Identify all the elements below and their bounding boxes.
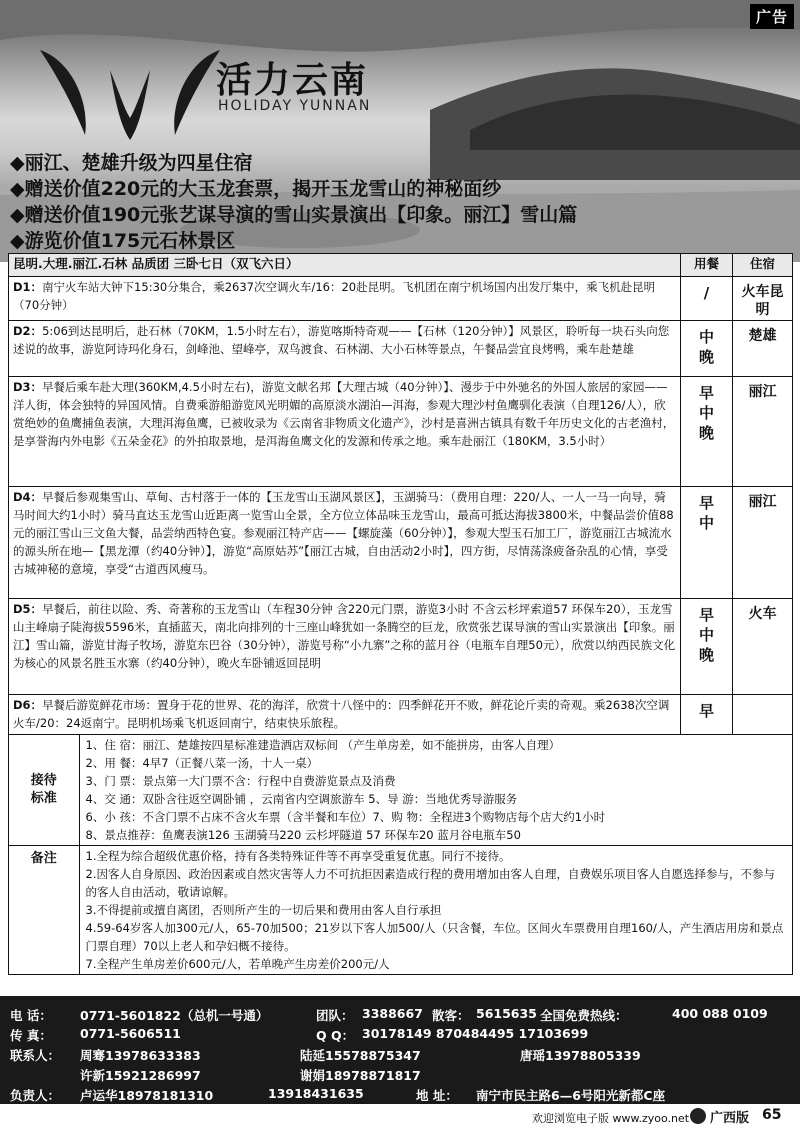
highlight-3: ◆赠送价值190元张艺谋导演的雪山实景演出【印象。丽江】雪山篇 [10, 204, 578, 226]
contact-person: 许新15921286997 [80, 1068, 201, 1083]
day-label: D4： [13, 490, 43, 504]
day-text: 早餐后，前往以险、秀、奇著称的玉龙雪山（车程30分钟 含220元门票，游览3小时 不含云杉坪索道57 环保车20），玉龙雪山主峰扇子陡海拔5596米，直插蓝天，南北向排列的十三座山峰犹如一条腾空的巨龙，欣赏张艺谋导演的雪山实景演出【印象。丽江】雪山篇，游览甘海子牧场，游览东巴谷（30分钟），游览号称“小九寨”之称的蓝月谷（电瓶车自理50元），欣赏以纳西民族文化为核心的风景名胜玉水寨（约40分钟），晚火车卧铺返回昆明 [13, 602, 676, 670]
day-row [9, 321, 793, 377]
day-stay: 火车 [733, 599, 793, 695]
website-link[interactable]: 欢迎浏览电子版 www.zyoo.net [532, 1112, 690, 1125]
qq-numbers: 30178149 870484495 17103699 [362, 1026, 589, 1041]
manager-label: 负责人： [10, 1088, 61, 1103]
edition-badge-icon [690, 1108, 706, 1124]
day-row [9, 695, 793, 735]
day-meal: 中 晚 [681, 321, 733, 377]
day-label: D1： [13, 280, 43, 294]
day-text: 早餐后乘车赴大理(360KM,4.5小时左右)，游览文献名邦【大理古城（40分钟）】、漫步于中外驰名的外国人旅居的家园——洋人街，体会独特的异国风情。自费乘游船游览风光明媚的高原淡水湖泊—洱海，参观大理沙村鱼鹰驯化表演（自理126/人），欣赏绝妙的鱼鹰捕鱼表演，大理洱海鱼鹰，已被收录为《云南省非物质文化遗产》，沙村是喜洲古镇具有数千年历史文化的古老渔村，是享誉海内外电影《五朵金花》的外拍取景地，是洱海鱼鹰文化的发源和传承之地。乘车赴丽江（180KM，3.5小时） [13, 380, 675, 448]
day-meal: 早 中 [681, 487, 733, 599]
tour-title: 昆明.大理.丽江.石林 品质团 三卧七日（双飞六日） [9, 254, 681, 277]
day-label: D6： [13, 698, 43, 712]
day-label: D5： [13, 602, 43, 616]
group-label: 团队： [316, 1008, 354, 1023]
day-text: 早餐后游览鲜花市场：置身于花的世界、花的海洋，欣赏十八怪中的：四季鲜花开不败，鲜花论斤卖的奇观。乘2638次空调火车/20：24返南宁。昆明机场乘飞机返回南宁，结束快乐旅程。 [13, 698, 670, 730]
day-desc [9, 277, 681, 321]
day-row [9, 599, 793, 695]
day-row [9, 377, 793, 487]
address: 南宁市民主路6—6号阳光新都C座 [476, 1088, 666, 1103]
day-desc [9, 321, 681, 377]
day-stay: 丽江 [733, 487, 793, 599]
page-footer [0, 1104, 800, 1129]
address-label: 地 址： [416, 1088, 458, 1103]
note-item: 2.因客人自身原因、政治因素或自然灾害等人力不可抗拒因素造成行程的费用增加由客人自理，自费娱乐项目客人自愿选择参与，不参与的客人自由活动，敬请谅解。 [85, 867, 775, 899]
contact-person: 谢娟18978871817 [300, 1068, 421, 1083]
ad-label: 广告 [750, 4, 794, 29]
day-text: 早餐后参观集雪山、草甸、古村落于一体的【玉龙雪山玉湖风景区】，玉湖骑马：（费用自理：220/人、一人一马一向导，骑马时间大约1小时）骑马直达玉龙雪山近距离一览雪山全景，全方位立体品味玉龙雪山，最高可抵达海拔3800米，中餐品尝价值88元的丽江雪山三文鱼大餐，品尝纳西特色宴。参观丽江特产店——【螺旋藻（60分钟）】，参观大型玉石加工厂，游览丽江古城流水的源头所在地—【黑龙潭（约40分钟）】，游览“高原姑苏”【丽江古城，自由活动2小时】，四方街，尽情荡涤疲备杂乱的心情，享受古城神秘的意境，享受“古道西风瘦马。 [13, 490, 674, 576]
service-item: 3、门 票：景点第一大门票不含：行程中自费游览景点及消费 [85, 774, 396, 788]
fax-label: 传 真： [10, 1028, 52, 1043]
day-label: D2： [13, 324, 43, 338]
phone-number: 0771-5601822（总机一号通） [80, 1008, 269, 1023]
retail-number: 5615635 [476, 1006, 537, 1021]
day-meal: 早 [681, 695, 733, 735]
service-table [9, 735, 792, 845]
logo-icon [30, 40, 230, 160]
service-item: 1、住 宿：丽江、楚雄按四星标准建造酒店双标间 （产生单房差，如不能拼房，由客人自理） [85, 738, 561, 752]
page-number: 65 [762, 1107, 782, 1123]
service-label: 接待 标准 [9, 735, 79, 845]
manager-phone: 卢运华18978181310 [80, 1088, 214, 1103]
highlight-4: ◆游览价值175元石林景区 [10, 230, 236, 252]
fax-number: 0771-5606511 [80, 1026, 181, 1041]
day-meal: / [681, 277, 733, 321]
highlight-2: ◆赠送价值220元的大玉龙套票，揭开玉龙雪山的神秘面纱 [10, 178, 502, 200]
day-row [9, 487, 793, 599]
qq-label: Q Q： [316, 1028, 355, 1043]
service-item: 2、用 餐：4早7（正餐八菜一汤，十人一桌） [85, 756, 319, 770]
service-row [9, 735, 793, 846]
day-text: 5:06到达昆明后，赴石林（70KM，1.5小时左右），游览喀斯特奇观——【石林（120分钟）】风景区，聆听每一块石头向您述说的故事，游览阿诗玛化身石，剑峰池、望峰亭，双鸟渡食、石林湖、大小石林等景点，午餐品尝宜良烤鸭，乘车赴楚雄 [13, 324, 670, 356]
retail-label: 散客： [432, 1008, 470, 1023]
day-label: D3： [13, 380, 43, 394]
contact-person: 唐瑶13978805339 [520, 1048, 641, 1063]
highlight-1: ◆丽江、楚雄升级为四星住宿 [10, 152, 253, 174]
day-desc [9, 487, 681, 599]
brand-name-cn: 活力云南 [216, 60, 369, 101]
day-desc [9, 599, 681, 695]
group-number: 3388667 [362, 1006, 423, 1021]
notes-label: 备注 [9, 846, 79, 974]
note-item: 7.全程产生单房差价600元/人，若单晚产生房差价200元/人 [85, 957, 390, 971]
contacts-label: 联系人： [10, 1048, 61, 1063]
notes-list [79, 846, 792, 974]
day-desc [9, 377, 681, 487]
stay-header: 住宿 [733, 254, 793, 277]
day-stay: 火车昆明 [733, 277, 793, 321]
day-meal: 早 中 晚 [681, 377, 733, 487]
brand-name-en: HOLIDAY YUNNAN [218, 98, 372, 114]
service-item: 6、小 孩：不含门票不占床不含火车票（含半餐和车位）7、购 物：全程进3个购物店每个店大约1小时 [85, 810, 606, 824]
meal-header: 用餐 [681, 254, 733, 277]
day-meal: 早 中 晚 [681, 599, 733, 695]
day-row [9, 277, 793, 321]
contact-person: 周骞13978633383 [80, 1048, 201, 1063]
service-item: 4、交 通：双卧含往返空调卧铺 ，云南省内空调旅游车 5、导 游：当地优秀导游服务 [85, 792, 518, 806]
notes-table [9, 846, 792, 974]
phone-label: 电 话： [10, 1008, 52, 1023]
notes-row [9, 846, 793, 975]
service-item: 8、景点推荐：鱼鹰表演126 玉湖骑马220 云杉坪隧道 57 环保车20 蓝月谷电瓶车50 [85, 828, 521, 842]
note-item: 3.不得提前或擅自离团，否则所产生的一切后果和费用由客人自行承担 [85, 903, 442, 917]
contact-footer [0, 996, 800, 1104]
contact-person: 陆延15578875347 [300, 1048, 421, 1063]
day-desc [9, 695, 681, 735]
day-stay: 丽江 [733, 377, 793, 487]
day-stay [733, 695, 793, 735]
hotline-label: 全国免费热线： [540, 1008, 628, 1023]
note-item: 1.全程为综合超级优惠价格，持有各类特殊证件等不再享受重复优惠。同行不接待。 [85, 849, 511, 863]
manager-phone-2: 13918431635 [268, 1086, 364, 1101]
edition-label: 广西版 [710, 1111, 750, 1126]
service-list [79, 735, 792, 845]
itinerary-table [8, 253, 793, 975]
day-stay: 楚雄 [733, 321, 793, 377]
day-text: 南宁火车站大钟下15:30分集合，乘2637次空调火车/16：20赴昆明。飞机团在南宁机场国内出发厅集中，乘飞机赴昆明（70分钟） [13, 280, 656, 312]
hotline-number: 400 088 0109 [672, 1006, 768, 1021]
note-item: 4.59-64岁客人加300元/人，65-70加500；21岁以下客人加500/人（只含餐，车位。区间火车票费用自理160/人，产生酒店用房和景点门票自理）70以上老人和孕妇概不接待。 [85, 921, 784, 953]
